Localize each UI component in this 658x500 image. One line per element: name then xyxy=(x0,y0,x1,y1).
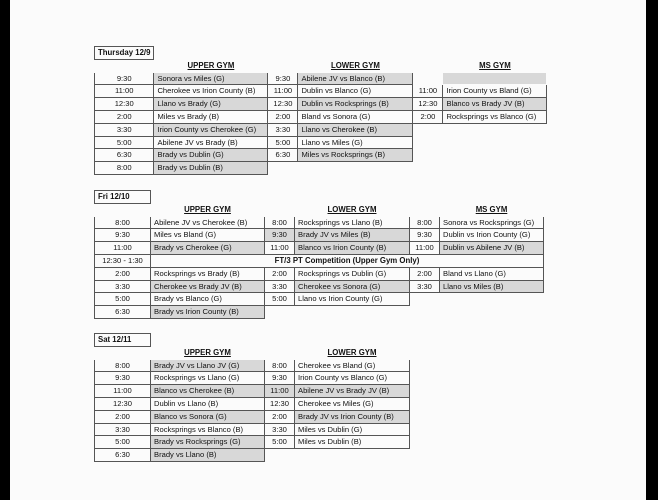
time-cell: 8:00 xyxy=(95,359,151,372)
blank-cell xyxy=(443,47,547,60)
time-cell: 2:00 xyxy=(95,410,151,423)
ms-gym-time xyxy=(410,397,440,410)
game-row xyxy=(95,306,544,319)
game-row xyxy=(95,98,547,111)
game-row xyxy=(95,149,547,162)
lower-gym-game xyxy=(295,306,410,319)
competition-note: FT/3 PT Competition (Upper Gym Only) xyxy=(151,254,544,267)
lower-gym-game: Rocksprings vs Dublin (G) xyxy=(295,267,410,280)
ms-gym-game: Llano vs Miles (B) xyxy=(440,280,544,293)
upper-gym-game: Dublin vs Llano (B) xyxy=(151,397,265,410)
lower-gym-game xyxy=(298,162,413,175)
upper-gym-game: Brady vs Dublin (G) xyxy=(154,149,268,162)
ms-gym-game: Irion County vs Bland (G) xyxy=(443,85,547,98)
ms-gym-game xyxy=(440,410,544,423)
game-row xyxy=(95,359,544,372)
day-table-friday xyxy=(94,190,544,319)
game-row xyxy=(95,72,547,85)
blank-cell xyxy=(413,47,443,60)
ms-gym-time xyxy=(413,136,443,149)
lower-gym-game: Rocksprings vs Llano (B) xyxy=(295,216,410,229)
lower-gym-game: Dublin vs Blanco (G) xyxy=(298,85,413,98)
ms-gym-time: 2:00 xyxy=(410,267,440,280)
ms-gym-time: 8:00 xyxy=(410,216,440,229)
lower-gym-time: 12:30 xyxy=(265,397,295,410)
ms-gym-game: Dublin vs Irion County (G) xyxy=(440,229,544,242)
ms-gym-time: 11:00 xyxy=(413,85,443,98)
lower-gym-header: LOWER GYM xyxy=(330,60,380,70)
lower-gym-time: 8:00 xyxy=(265,216,295,229)
ms-gym-game xyxy=(443,123,547,136)
ms-gym-time xyxy=(410,385,440,398)
gym-header-row xyxy=(95,346,544,359)
game-row xyxy=(95,410,544,423)
time-cell: 5:00 xyxy=(95,436,151,449)
lower-gym-time xyxy=(268,162,298,175)
day-table-saturday xyxy=(94,333,544,462)
upper-gym-game: Brady vs Dublin (B) xyxy=(154,162,268,175)
day-label-row xyxy=(95,47,547,60)
time-cell: 6:30 xyxy=(95,449,151,462)
time-cell: 3:30 xyxy=(95,280,151,293)
lower-gym-game: Dublin vs Rocksprings (B) xyxy=(298,98,413,111)
ms-gym-game xyxy=(440,306,544,319)
ms-gym-time xyxy=(410,423,440,436)
time-cell: 11:00 xyxy=(95,242,151,255)
time-cell: 9:30 xyxy=(95,72,154,85)
game-row xyxy=(95,229,544,242)
ms-gym-time: 11:00 xyxy=(410,242,440,255)
ms-gym-game xyxy=(443,72,547,85)
upper-gym-game: Cherokee vs Irion County (B) xyxy=(154,85,268,98)
lower-gym-game: Cherokee vs Miles (G) xyxy=(295,397,410,410)
blank-cell xyxy=(295,334,410,347)
time-cell: 9:30 xyxy=(95,229,151,242)
lower-gym-time: 9:30 xyxy=(265,229,295,242)
game-row xyxy=(95,254,544,267)
lower-gym-time: 5:00 xyxy=(268,136,298,149)
time-cell: 8:00 xyxy=(95,216,151,229)
upper-gym-game: Llano vs Brady (G) xyxy=(154,98,268,111)
day-table-thursday xyxy=(94,46,547,175)
game-row xyxy=(95,85,547,98)
time-cell: 2:00 xyxy=(95,110,154,123)
ms-gym-game xyxy=(443,162,547,175)
lower-gym-game: Miles vs Dublin (B) xyxy=(295,436,410,449)
gym-header-row xyxy=(95,59,547,72)
lower-gym-game: Llano vs Miles (G) xyxy=(298,136,413,149)
time-cell: 2:00 xyxy=(95,267,151,280)
upper-gym-game: Irion County vs Cherokee (G) xyxy=(154,123,268,136)
upper-gym-game: Miles vs Bland (G) xyxy=(151,229,265,242)
blank-cell xyxy=(268,59,298,72)
upper-gym-header: UPPER GYM xyxy=(184,347,231,357)
blank-cell xyxy=(265,334,295,347)
game-row xyxy=(95,280,544,293)
upper-gym-header: UPPER GYM xyxy=(184,204,231,214)
lower-gym-time: 12:30 xyxy=(268,98,298,111)
gym-header-row xyxy=(95,203,544,216)
lower-gym-game: Llano vs Cherokee (B) xyxy=(298,123,413,136)
lower-gym-game: Abilene JV vs Brady JV (B) xyxy=(295,385,410,398)
ms-gym-game: Dublin vs Abilene JV (B) xyxy=(440,242,544,255)
game-row xyxy=(95,385,544,398)
lower-gym-time: 11:00 xyxy=(265,385,295,398)
schedule-page xyxy=(10,0,646,500)
ms-gym-game xyxy=(440,449,544,462)
blank-cell xyxy=(295,191,410,204)
time-cell: 12:30 xyxy=(95,397,151,410)
time-cell: 5:00 xyxy=(95,136,154,149)
blank-cell xyxy=(440,191,544,204)
ms-gym-game: Blanco vs Brady JV (B) xyxy=(443,98,547,111)
lower-gym-time xyxy=(265,306,295,319)
ms-gym-time: 3:30 xyxy=(410,280,440,293)
lower-gym-game: Bland vs Sonora (G) xyxy=(298,110,413,123)
ms-gym-game: Sonora vs Rocksprings (G) xyxy=(440,216,544,229)
blank-cell xyxy=(265,346,295,359)
lower-gym-game: Miles vs Dublin (G) xyxy=(295,423,410,436)
blank-cell xyxy=(298,47,413,60)
game-row xyxy=(95,242,544,255)
ms-gym-game xyxy=(443,136,547,149)
game-row xyxy=(95,136,547,149)
game-row xyxy=(95,449,544,462)
upper-gym-game: Abilene JV vs Cherokee (B) xyxy=(151,216,265,229)
time-cell: 12:30 - 1:30 xyxy=(95,254,151,267)
upper-gym-header: UPPER GYM xyxy=(187,60,235,70)
ms-gym-game xyxy=(440,293,544,306)
time-cell: 11:00 xyxy=(95,85,154,98)
game-row xyxy=(95,293,544,306)
ms-gym-time xyxy=(410,306,440,319)
lower-gym-time: 2:00 xyxy=(265,267,295,280)
lower-gym-header: LOWER GYM xyxy=(327,204,377,214)
ms-gym-time xyxy=(410,449,440,462)
lower-gym-game: Abilene JV vs Blanco (B) xyxy=(298,72,413,85)
blank-cell xyxy=(265,191,295,204)
blank-cell xyxy=(413,59,443,72)
day-label: Sat 12/11 xyxy=(95,334,151,347)
lower-gym-game xyxy=(295,449,410,462)
upper-gym-game: Sonora vs Miles (G) xyxy=(154,72,268,85)
upper-gym-game: Blanco vs Cherokee (B) xyxy=(151,385,265,398)
lower-gym-game: Llano vs Irion County (G) xyxy=(295,293,410,306)
game-row xyxy=(95,423,544,436)
game-row xyxy=(95,110,547,123)
lower-gym-time: 5:00 xyxy=(265,293,295,306)
upper-gym-game: Brady JV vs Llano JV (G) xyxy=(151,359,265,372)
lower-gym-game: Cherokee vs Sonora (G) xyxy=(295,280,410,293)
ms-gym-header: MS GYM xyxy=(475,204,508,214)
blank-cell xyxy=(440,334,544,347)
time-cell: 11:00 xyxy=(95,385,151,398)
ms-gym-game xyxy=(443,149,547,162)
lower-gym-game: Irion County vs Blanco (G) xyxy=(295,372,410,385)
lower-gym-time: 9:30 xyxy=(268,72,298,85)
ms-gym-time: 12:30 xyxy=(413,98,443,111)
blank-cell xyxy=(410,191,440,204)
blank-cell xyxy=(95,346,151,359)
day-label-row xyxy=(95,334,544,347)
ms-gym-time xyxy=(413,149,443,162)
lower-gym-time: 9:30 xyxy=(265,372,295,385)
upper-gym-game: Brady vs Cherokee (G) xyxy=(151,242,265,255)
upper-gym-game: Brady vs Rocksprings (G) xyxy=(151,436,265,449)
lower-gym-time: 11:00 xyxy=(265,242,295,255)
upper-gym-game: Abilene JV vs Brady (B) xyxy=(154,136,268,149)
blank-cell xyxy=(410,334,440,347)
time-cell: 5:00 xyxy=(95,293,151,306)
blank-cell xyxy=(151,191,265,204)
lower-gym-game: Miles vs Rocksprings (B) xyxy=(298,149,413,162)
ms-gym-time xyxy=(410,372,440,385)
time-cell: 6:30 xyxy=(95,306,151,319)
ms-gym-time xyxy=(410,359,440,372)
game-row xyxy=(95,397,544,410)
lower-gym-time: 11:00 xyxy=(268,85,298,98)
game-row xyxy=(95,216,544,229)
game-row xyxy=(95,372,544,385)
ms-gym-time xyxy=(413,162,443,175)
blank-cell xyxy=(95,203,151,216)
ms-gym-time xyxy=(413,72,443,85)
time-cell: 3:30 xyxy=(95,123,154,136)
game-row xyxy=(95,162,547,175)
ms-gym-game xyxy=(440,359,544,372)
ms-gym-header xyxy=(440,346,544,359)
upper-gym-game: Rocksprings vs Blanco (B) xyxy=(151,423,265,436)
lower-gym-game: Brady JV vs Miles (B) xyxy=(295,229,410,242)
lower-gym-game: Blanco vs Irion County (B) xyxy=(295,242,410,255)
lower-gym-time: 3:30 xyxy=(265,280,295,293)
day-label-row xyxy=(95,191,544,204)
time-cell: 8:00 xyxy=(95,162,154,175)
lower-gym-time: 5:00 xyxy=(265,436,295,449)
blank-cell xyxy=(410,346,440,359)
ms-gym-game xyxy=(440,423,544,436)
day-label: Fri 12/10 xyxy=(95,191,151,204)
ms-gym-game: Bland vs Llano (G) xyxy=(440,267,544,280)
upper-gym-game: Rocksprings vs Brady (B) xyxy=(151,267,265,280)
ms-gym-time: 2:00 xyxy=(413,110,443,123)
lower-gym-game: Brady JV vs Irion County (B) xyxy=(295,410,410,423)
lower-gym-time: 2:00 xyxy=(268,110,298,123)
game-row xyxy=(95,267,544,280)
lower-gym-time: 2:00 xyxy=(265,410,295,423)
blank-cell xyxy=(151,334,265,347)
ms-gym-time: 9:30 xyxy=(410,229,440,242)
time-cell: 9:30 xyxy=(95,372,151,385)
upper-gym-game: Rocksprings vs Llano (G) xyxy=(151,372,265,385)
lower-gym-time: 6:30 xyxy=(268,149,298,162)
ms-gym-time xyxy=(410,410,440,423)
ms-gym-game xyxy=(440,436,544,449)
upper-gym-game: Cherokee vs Brady JV (B) xyxy=(151,280,265,293)
ms-gym-game xyxy=(440,385,544,398)
lower-gym-time xyxy=(265,449,295,462)
blank-cell xyxy=(95,59,154,72)
game-row xyxy=(95,436,544,449)
blank-cell xyxy=(410,203,440,216)
blank-cell xyxy=(265,203,295,216)
lower-gym-header: LOWER GYM xyxy=(327,347,377,357)
ms-gym-time xyxy=(410,436,440,449)
ms-gym-game xyxy=(440,397,544,410)
upper-gym-game: Blanco vs Sonora (G) xyxy=(151,410,265,423)
ms-gym-game: Rocksprings vs Blanco (G) xyxy=(443,110,547,123)
time-cell: 6:30 xyxy=(95,149,154,162)
upper-gym-game: Brady vs Blanco (G) xyxy=(151,293,265,306)
lower-gym-time: 3:30 xyxy=(268,123,298,136)
game-row xyxy=(95,123,547,136)
lower-gym-game: Cherokee vs Bland (G) xyxy=(295,359,410,372)
time-cell: 12:30 xyxy=(95,98,154,111)
time-cell: 3:30 xyxy=(95,423,151,436)
day-label: Thursday 12/9 xyxy=(95,47,154,60)
upper-gym-game: Brady vs Llano (B) xyxy=(151,449,265,462)
blank-cell xyxy=(154,47,268,60)
blank-cell xyxy=(268,47,298,60)
ms-gym-header: MS GYM xyxy=(479,60,511,70)
lower-gym-time: 8:00 xyxy=(265,359,295,372)
upper-gym-game: Brady vs Irion County (B) xyxy=(151,306,265,319)
ms-gym-game xyxy=(440,372,544,385)
ms-gym-time xyxy=(410,293,440,306)
upper-gym-game: Miles vs Brady (B) xyxy=(154,110,268,123)
lower-gym-time: 3:30 xyxy=(265,423,295,436)
ms-gym-time xyxy=(413,123,443,136)
